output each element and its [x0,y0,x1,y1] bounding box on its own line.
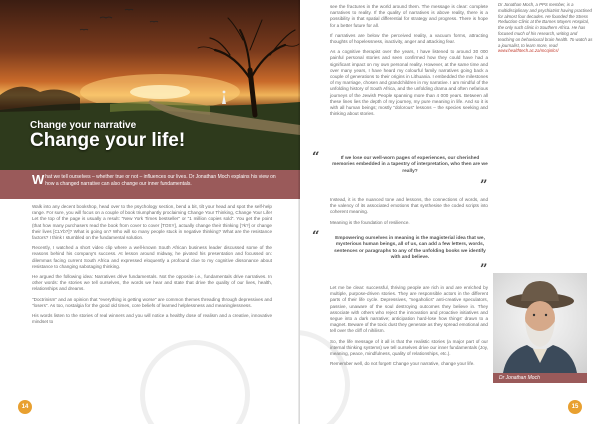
paragraph: Walk into any decent bookshop, head over to the psychology section, bend a bit, tilt your head and spot the self-help range. For sure, you will focus on a couple of book triumphantly proclaiming Change Your Thinking, Change Your Life! Let the top of the page is usually a result: "New York Times bestseller" or "1 million copies sold". You get the point (that how many purchasers read the book from cover to cover [TOSY], actually change their thinking [?k?] or change their lives [CLYb?]? What is going on? Who will so many people stuck in negative thinking? What are the resistance factors? I think I stumbled on the fundamental solution. [32,204,272,241]
paragraph: As a cognitive therapist over the years, I have listened to around 30 000 painful personal stories and seen confirmed how they could have had a significant impact on my own personal reality. However, at the same time and over many years, I have heard my colourful family narratives going back a couple of generations to their origins in Lithuania. I embedded the milestones of my marriage, chosen and grandchildren in my narrative. I am mindful of the unfolding history of South Africa, and the unfolding drama and often nefarious journeys of the Jewish People spanning more than 4 000 years. Between all these lines lies the depth of my journey, my pure meaning in life. And so it is with all human beings; mostly "dolorous" lessons – the species seeking and thinking about stories. [330,49,488,117]
author-photo [493,273,587,373]
close-quote-icon: ” [480,178,488,193]
paragraph: Remember well, do not forget! Change your narrative, change your life. [330,361,475,367]
pull-quote-2: Empowering ourselves in meaning is the magisterial idea that we, mysterious human beings, all of us, can add a few letters, words, sentences or paragraphs to any of the unfolding books we identify with and believe. [334,236,486,261]
paragraph: Recently, I watched a short video clip where a well-known South African business leader discussed some of the reasons behind his company's success. At lesson around midway, he pivoted his presentation and focussed on: dilemmas facing current South Africa and expressed eloquently a profound clue to my cognitive dissonance about resistance to changing sabotaging thinking. [32,245,272,269]
open-quote-icon: “ [312,229,320,244]
hero-title: Change your life! [30,130,186,151]
hero-image [0,0,300,170]
caption-text: Dr Jonathan Moch [499,375,540,381]
page-number-right: 15 [568,400,582,414]
photo-caption [493,373,587,383]
author-bio-link[interactable]: www.healthtech.ac.za/mcqinlcs/ [498,48,559,54]
paragraph: He argued the following idea: Narratives drive fundamentals. Not the opposite i.e., fundamentals drive narratives. In other words: the stories we tell ourselves, the words we hear and state that drive the quality of our lives, health, relationships and dreams. [32,274,272,292]
hero-subtitle: Change your narrative [30,120,137,131]
right-article-top [330,4,488,121]
author-bio-text: Dr Jonathan Moch, a PPS member, is a multidisciplinary and psychiatrist having practised for almost four decades. He founded the Stress Reduction Clinic at the Barnes Mayers Hospital, the only such clinic in Southern Africa. He has focused much of his research, writing and teaching on behavioural brain health. To watch as a journalist, to learn more, read [498,2,593,48]
page-number-left: 14 [18,400,32,414]
pull-quote-1: If we lose our well-worn pages of experiences, our cherished memories embedded in a tapestry of interpretation, who then are we really? [332,156,488,174]
left-article-body [32,204,272,329]
right-article-bottom [330,285,488,371]
paragraph: Instead, it is the nuanced tone and lessons, the connections of words, and the valency of its associated emotions that synthesise the coded scripts into coherent meaning. [330,197,488,215]
paragraph: If narratives are below the perceived reality, a vacuum forms, attracting thoughts of hopelessness, inactivity, anger and attacking fear. [330,32,488,45]
paragraph: Meaning is the foundation of resilience. [330,219,410,225]
close-quote-icon: ” [480,262,488,277]
paragraph: "Doctrinism" and an opinion that "everything is getting worse" are common themes threading through depressives and "losers". As too, nostalgia for the good old times, core beliefs of learned helplessness and meaninglessness. [32,296,272,308]
decorative-circle [140,340,250,424]
author-bio [498,2,594,54]
open-quote-icon: “ [312,150,320,165]
intro-body: hat we tell ourselves – whether true or not – influences our lives. Dr Jonathan Moch explains his view on how a changed narrative can also change our inner fundamentals. [45,174,276,187]
paragraph: His words listen to the stories of real winners and you will notice a healthy dose of realism and a creative, innovative mindset to [32,313,272,325]
intro-text [32,174,282,187]
drop-cap: W [32,172,45,187]
right-article-middle [330,197,488,230]
paragraph: see the fractures in the world around them. The message is clear: complete narratives to reality. If the quality of narratives is above reality, there is a possibility in that spatial differential for strategy and progress. There is hope for a better future for all. [330,4,488,28]
paragraph: So, the life message of it all is that the realistic stories (a major part of our internal thinking systems) we tell ourselves drive our inner fundamentals (Joy, meaning, peace, mindfulness, quality of relationships, etc.). [330,338,488,357]
paragraph: Let me be clear: successful, thriving people are rich in and are enriched by multiple, purpose-driven stories. They are responsible actors in the different parts of their life cycle. Depressives, "negaholics" anti-creative speculators, passive, unaware of the soul destroying outcomes they believe in. They associate with others who reject the innovation and proactive initiatives and segue into a dark narrative; anticipation hard-lose how things' drawn to a magnet. Beware of the toxic dust they generate as they spread emotional and tell over the cliff of nihilism. [330,285,488,334]
right-page [300,0,600,424]
